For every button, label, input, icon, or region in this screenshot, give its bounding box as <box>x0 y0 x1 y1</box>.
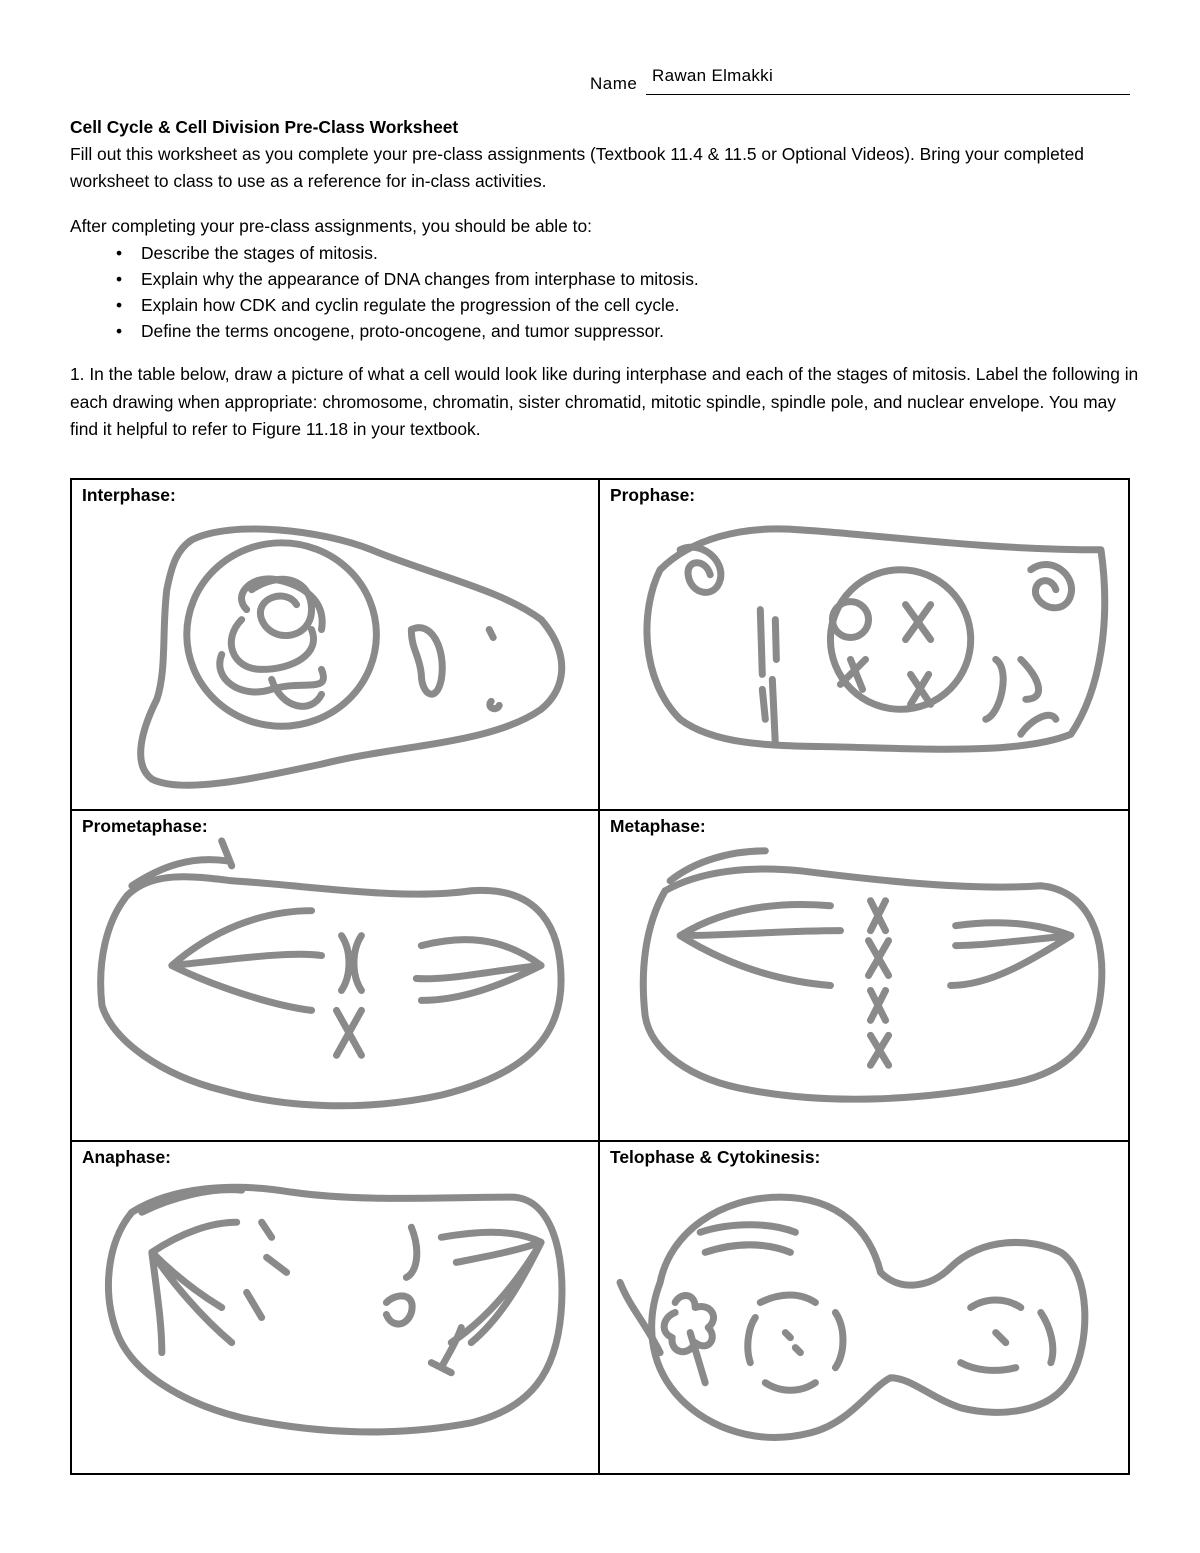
name-underline <box>646 94 1130 95</box>
prophase-cell-sketch-icon <box>600 480 1128 809</box>
stage-label-telophase: Telophase & Cytokinesis: <box>610 1147 821 1167</box>
cell-prophase[interactable] <box>600 480 1128 811</box>
stage-label-anaphase: Anaphase: <box>82 1147 171 1167</box>
telophase-cell-sketch-icon <box>600 1142 1128 1473</box>
anaphase-cell-sketch-icon <box>72 1142 598 1473</box>
objectives-lead: After completing your pre-class assignments, you should be able to: <box>70 216 592 236</box>
objective-item: • Explain how CDK and cyclin regulate the progression of the cell cycle. <box>70 292 1140 318</box>
stage-label-prophase: Prophase: <box>610 485 696 505</box>
stage-label-metaphase: Metaphase: <box>610 816 706 836</box>
worksheet-title: Cell Cycle & Cell Division Pre-Class Worksheet <box>70 117 459 137</box>
cell-anaphase[interactable] <box>72 1142 600 1473</box>
name-field[interactable]: Rawan Elmakki <box>652 66 774 85</box>
question-1: 1. In the table below, draw a picture of what a cell would look like during interphase and each of the stages of mitosis. Label the following in each drawing when appropriate: chromosome, chromatin, sister chromatid, mitotic spindle, spindle pole, and nuclear envelope. You may find it helpful to refer to Figure 11.18 in your textbook. <box>70 364 1139 439</box>
cell-telophase[interactable] <box>600 1142 1128 1473</box>
name-row <box>590 66 1130 96</box>
objective-item: • Describe the stages of mitosis. <box>70 240 1140 266</box>
cell-metaphase[interactable] <box>600 811 1128 1142</box>
name-label: Name <box>590 74 638 93</box>
mitosis-drawing-table <box>70 478 1130 1475</box>
stage-label-interphase: Interphase: <box>82 485 176 505</box>
metaphase-cell-sketch-icon <box>600 811 1128 1140</box>
cell-interphase[interactable] <box>72 480 600 811</box>
stage-label-prometaphase: Prometaphase: <box>82 816 208 836</box>
objective-item: • Explain why the appearance of DNA changes from interphase to mitosis. <box>70 266 1140 292</box>
objectives-list <box>70 240 1140 344</box>
cell-prometaphase[interactable] <box>72 811 600 1142</box>
prometaphase-cell-sketch-icon <box>72 811 598 1140</box>
interphase-cell-sketch-icon <box>72 480 598 809</box>
worksheet-intro: Fill out this worksheet as you complete your pre-class assignments (Textbook 11.4 & 11.5 or Optional Videos). Bring your completed worksheet to class to use as a reference for in-class activities. <box>70 144 1084 191</box>
objective-item: • Define the terms oncogene, proto-oncogene, and tumor suppressor. <box>70 318 1140 344</box>
worksheet-header <box>70 114 1140 444</box>
